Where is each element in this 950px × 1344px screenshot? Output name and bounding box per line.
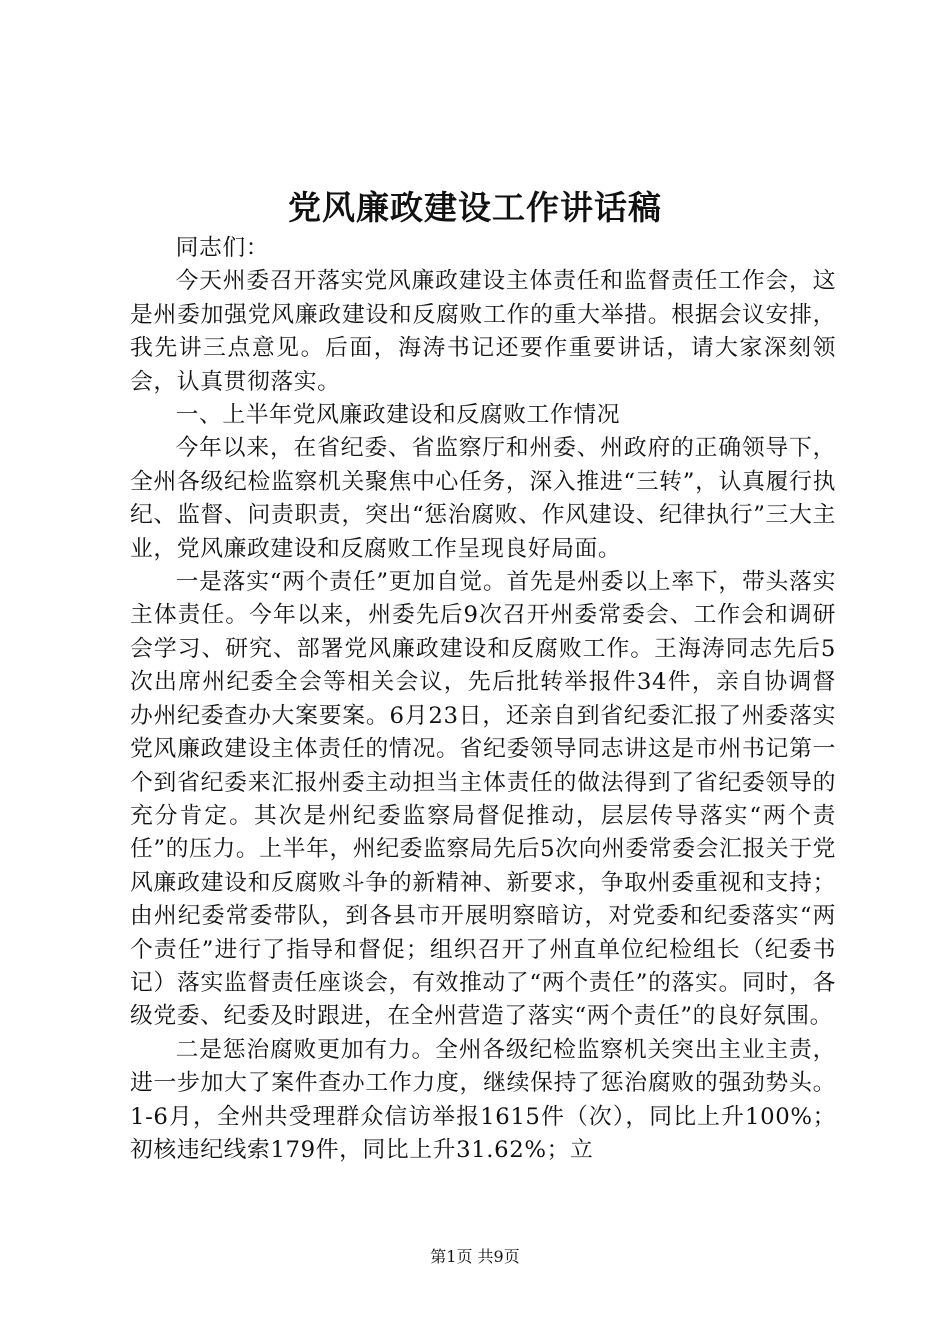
- section-heading: 一、上半年党风廉政建设和反腐败工作情况: [175, 402, 621, 429]
- paragraph: 一是落实“两个责任”更加自觉。首先是州委以上率下，带头落实主体责任。今年以来，州委先后9次召开州委常委会、工作会和调研会学习、研究、部署党风廉政建设和反腐败工作。王海涛同志先后5次出席州纪委全会等相关会议，先后批转举报件34件，亲自协调督办州纪委查办大案要案。6月23日，还亲自到省纪委汇报了州委落实党风廉政建设主体责任的情况。省纪委领导同志讲这是市州书记第一个到省纪委来汇报州委主动担当主体责任的做法得到了省纪委领导的充分肯定。其次是州纪委监察局督促推动，层层传导落实“两个责任”的压力。上半年，州纪委监察局先后5次向州委常委会汇报关于党风廉政建设和反腐败斗争的新精神、新要求，争取州委重视和支持；由州纪委常委带队，到各县市开展明察暗访，对党委和纪委落实“两个责任”进行了指导和督促；组织召开了州直单位纪检组长（纪委书记）落实监督责任座谈会，有效推动了“两个责任”的落实。同时，各级党委、纪委及时跟进，在全州营造了落实“两个责任”的良好氛围。: [130, 569, 836, 1030]
- paragraph: 今天州委召开落实党风廉政建设主体责任和监督责任工作会，这是州委加强党风廉政建设和反腐败工作的重大举措。根据会议安排，我先讲三点意见。后面，海涛书记还要作重要讲话，请大家深刻领会，认真贯彻落实。: [130, 268, 836, 395]
- paragraph: 今年以来，在省纪委、省监察厅和州委、州政府的正确领导下，全州各级纪检监察机关聚焦中心任务，深入推进“三转”，认真履行执纪、监督、问责职责，突出“惩治腐败、作风建设、纪律执行”三大主业，党风廉政建设和反腐败工作呈现良好局面。: [130, 435, 836, 562]
- document-title: 党风廉政建设工作讲话稿: [288, 188, 662, 227]
- salutation: 同志们：: [175, 235, 270, 261]
- document-body: [130, 232, 836, 1167]
- page-footer: 第1页 共9页: [430, 1247, 520, 1266]
- paragraph: 二是惩治腐败更加有力。全州各级纪检监察机关突出主业主责，进一步加大了案件查办工作力度，继续保持了惩治腐败的强劲势头。1-6月，全州共受理群众信访举报1615件（次），同比上升100%；初核违纪线索179件，同比上升31.62%；立: [130, 1036, 836, 1163]
